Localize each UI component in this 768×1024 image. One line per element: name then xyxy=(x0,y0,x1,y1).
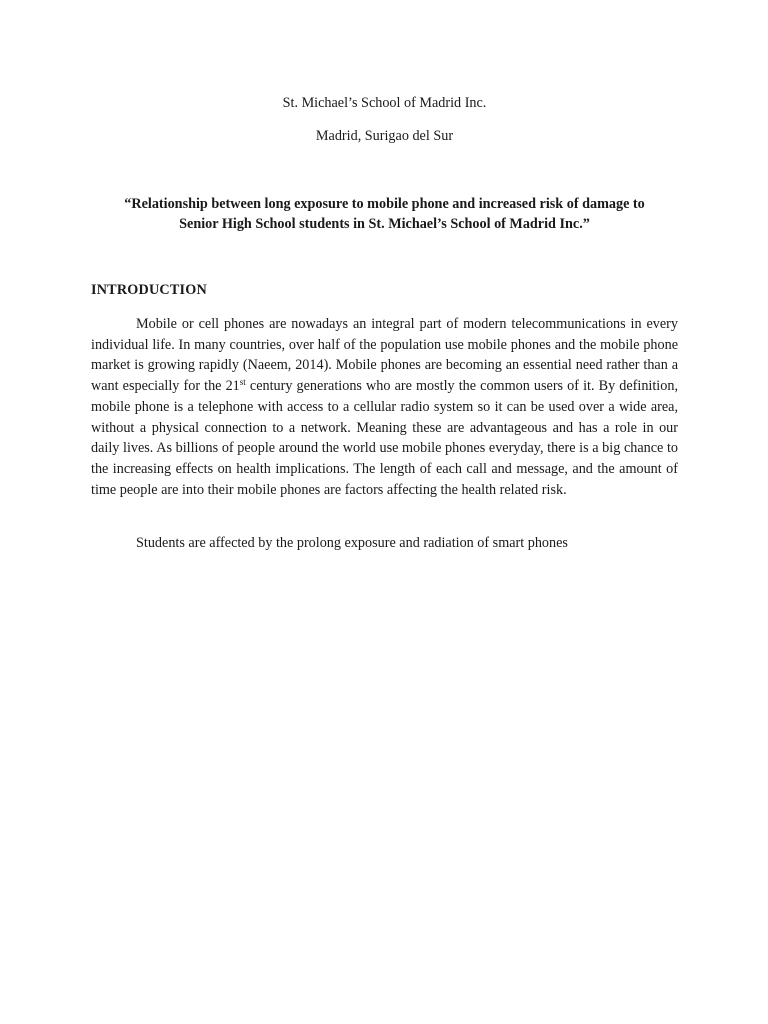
title-line-1: “Relationship between long exposure to mobile phone and increased risk of damage to xyxy=(124,196,645,212)
document-title xyxy=(91,194,678,234)
school-location: Madrid, Surigao del Sur xyxy=(315,128,454,144)
ordinal-superscript: st xyxy=(239,377,246,388)
paragraph-1-text-b: century generations who are mostly the common users of it. By definition, mobile phone is a telephone with access to a cellular radio system so it can be used over a wide area, without a physical connection to a network. Meaning these are advantageous and has a role in our daily lives. As billions of people around the world use mobile phones everyday, there is a big chance to the increasing effects on health implications. The length of each call and message, and the amount of time people are into their mobile phones are factors affecting the health related risk. xyxy=(91,378,678,498)
school-name: St. Michael’s School of Madrid Inc. xyxy=(282,95,487,111)
paragraph-1-text-a: Mobile or cell phones are nowadays an integral part of modern telecommunications in every individual life. In many countries, over half of the population use mobile phones and the mobile phone market is growing rapidly (Naeem, 2014). Mobile phones are becoming an essential need rather than a want especially for the 21 xyxy=(91,316,678,395)
section-heading-introduction: INTRODUCTION xyxy=(91,282,207,298)
introduction-paragraph-1 xyxy=(91,314,678,500)
introduction-paragraph-2: Students are affected by the prolong exposure and radiation of smart phones xyxy=(136,535,568,551)
title-line-2: Senior High School students in St. Michael’s School of Madrid Inc.” xyxy=(179,216,590,232)
